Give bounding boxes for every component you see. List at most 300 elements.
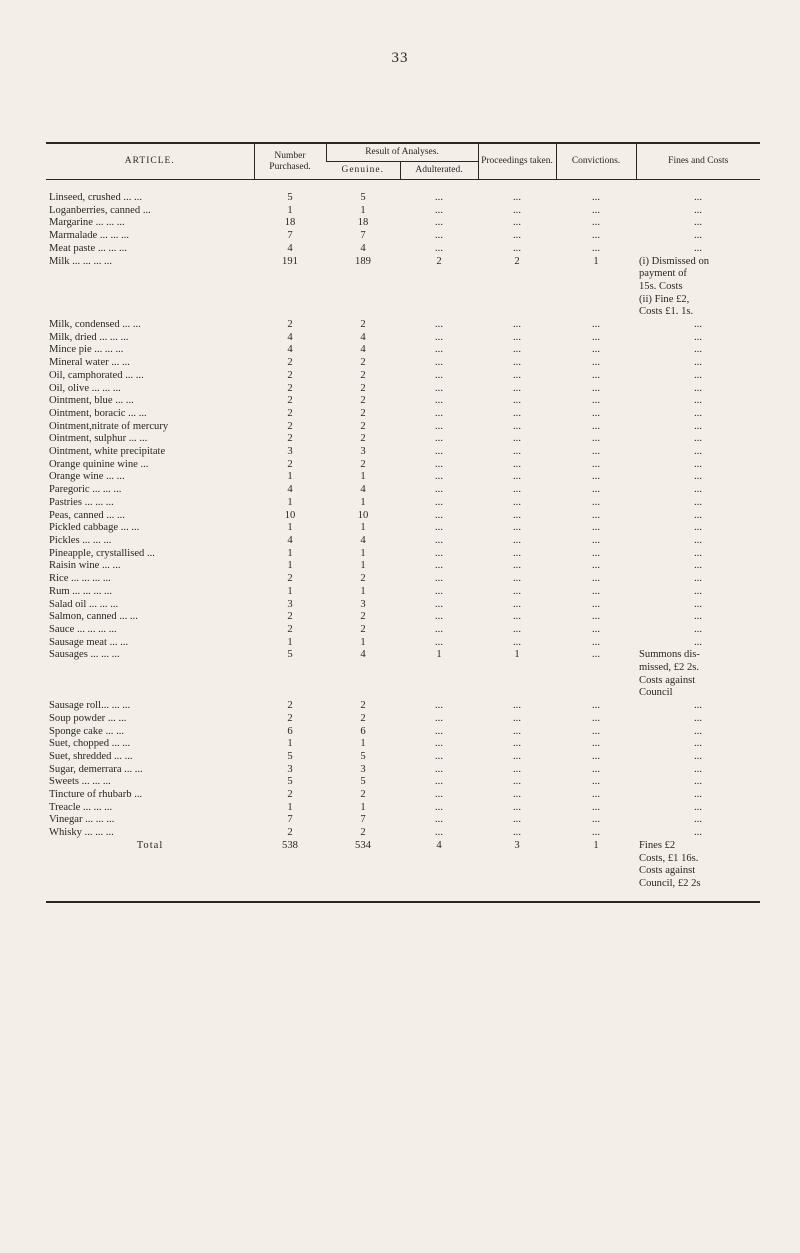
table-row xyxy=(46,560,760,573)
article-cell: Treacle ... ... ... xyxy=(49,801,113,813)
genuine-cell: 1 xyxy=(360,636,366,648)
genuine-cell: 4 xyxy=(360,484,366,496)
fines-line: ... xyxy=(694,598,702,610)
purchased-cell: 1 xyxy=(287,560,293,572)
adulterated-cell: ... xyxy=(435,496,443,508)
fines-line: Costs against xyxy=(639,674,696,686)
genuine-cell: 6 xyxy=(360,725,366,737)
genuine-cell: 1 xyxy=(360,471,366,483)
bottom-rule xyxy=(46,891,760,902)
purchased-cell: 1 xyxy=(287,801,293,813)
purchased-cell: 1 xyxy=(287,547,293,559)
article-cell: Salmon, canned ... ... xyxy=(49,611,138,623)
fines-line: ... xyxy=(694,814,702,826)
genuine-cell: 5 xyxy=(360,750,366,762)
fines-cell xyxy=(636,522,760,535)
fines-cell xyxy=(636,560,760,573)
fines-cell xyxy=(636,840,760,891)
article-cell: Sausage meat ... ... xyxy=(49,636,129,648)
fines-cell xyxy=(636,319,760,332)
fines-line: ... xyxy=(694,458,702,470)
table-row xyxy=(46,446,760,459)
spacer-row xyxy=(46,180,760,193)
purchased-cell: 2 xyxy=(287,789,293,801)
proceedings-cell: ... xyxy=(513,420,521,432)
genuine-cell: 2 xyxy=(360,573,366,585)
proceedings-cell: ... xyxy=(513,547,521,559)
fines-cell xyxy=(636,573,760,586)
adulterated-cell: ... xyxy=(435,598,443,610)
adulterated-cell: ... xyxy=(435,712,443,724)
convictions-cell: ... xyxy=(592,801,600,813)
article-cell: Salad oil ... ... ... xyxy=(49,598,119,610)
genuine-cell: 4 xyxy=(360,344,366,356)
genuine-cell: 2 xyxy=(360,433,366,445)
table-row xyxy=(46,700,760,713)
fines-cell xyxy=(636,586,760,599)
fines-line: ... xyxy=(694,484,702,496)
article-cell: Whisky ... ... ... xyxy=(49,827,114,839)
fines-line: payment of xyxy=(639,268,687,280)
fines-cell xyxy=(636,471,760,484)
adulterated-cell: ... xyxy=(435,738,443,750)
proceedings-cell: ... xyxy=(513,636,521,648)
genuine-cell: 534 xyxy=(355,839,371,851)
fines-line: Costs, £1 16s. xyxy=(639,852,699,864)
fines-cell xyxy=(636,713,760,726)
table-row xyxy=(46,713,760,726)
proceedings-cell: ... xyxy=(513,230,521,242)
table-row xyxy=(46,802,760,815)
convictions-cell: ... xyxy=(592,763,600,775)
purchased-cell: 1 xyxy=(287,585,293,597)
fines-line: ... xyxy=(694,357,702,369)
purchased-cell: 7 xyxy=(287,230,293,242)
proceedings-cell: ... xyxy=(513,534,521,546)
genuine-cell: 2 xyxy=(360,382,366,394)
fines-cell xyxy=(636,243,760,256)
purchased-cell: 18 xyxy=(284,217,296,229)
article-cell: Milk ... ... ... ... xyxy=(49,255,112,267)
fines-cell xyxy=(636,421,760,434)
fines-cell xyxy=(636,357,760,370)
convictions-cell: ... xyxy=(592,700,600,712)
genuine-cell: 1 xyxy=(360,738,366,750)
proceedings-cell: ... xyxy=(513,433,521,445)
table-row xyxy=(46,344,760,357)
convictions-cell: ... xyxy=(592,369,600,381)
table-row xyxy=(46,751,760,764)
adulterated-cell: ... xyxy=(435,230,443,242)
adulterated-cell: ... xyxy=(435,611,443,623)
proceedings-cell: ... xyxy=(513,344,521,356)
fines-line: ... xyxy=(694,623,702,635)
fines-cell xyxy=(636,751,760,764)
fines-cell xyxy=(636,370,760,383)
genuine-cell: 2 xyxy=(360,357,366,369)
fines-line: ... xyxy=(694,509,702,521)
fines-line: Summons dis- xyxy=(639,649,700,661)
convictions-cell: ... xyxy=(592,407,600,419)
article-cell: Soup powder ... ... xyxy=(49,712,127,724)
fines-line: ... xyxy=(694,204,702,216)
genuine-cell: 4 xyxy=(360,331,366,343)
genuine-cell: 2 xyxy=(360,700,366,712)
genuine-cell: 2 xyxy=(360,611,366,623)
table-row xyxy=(46,332,760,345)
purchased-cell: 5 xyxy=(287,649,293,661)
header-article: ARTICLE. xyxy=(46,143,254,180)
fines-cell xyxy=(636,548,760,561)
genuine-cell: 1 xyxy=(360,522,366,534)
fines-cell xyxy=(636,256,760,320)
proceedings-cell: 2 xyxy=(514,255,520,267)
table-row xyxy=(46,421,760,434)
article-cell: Mineral water ... ... xyxy=(49,357,130,369)
purchased-cell: 4 xyxy=(287,484,293,496)
fines-line: ... xyxy=(694,344,702,356)
purchased-cell: 6 xyxy=(287,725,293,737)
convictions-cell: ... xyxy=(592,484,600,496)
genuine-cell: 2 xyxy=(360,395,366,407)
table-row xyxy=(46,205,760,218)
page-number: 33 xyxy=(391,50,409,66)
purchased-cell: 2 xyxy=(287,623,293,635)
table-row xyxy=(46,738,760,751)
genuine-cell: 10 xyxy=(357,509,369,521)
proceedings-cell: ... xyxy=(513,319,521,331)
fines-cell xyxy=(636,332,760,345)
article-cell: Suet, chopped ... ... xyxy=(49,738,131,750)
proceedings-cell: ... xyxy=(513,573,521,585)
fines-line: ... xyxy=(694,573,702,585)
fines-line: missed, £2 2s. xyxy=(639,662,700,674)
fines-line: ... xyxy=(694,382,702,394)
fines-cell xyxy=(636,637,760,650)
table-row xyxy=(46,573,760,586)
adulterated-cell: ... xyxy=(435,573,443,585)
purchased-cell: 1 xyxy=(287,522,293,534)
fines-line: ... xyxy=(694,369,702,381)
genuine-cell: 2 xyxy=(360,827,366,839)
table-row xyxy=(46,408,760,421)
adulterated-cell: ... xyxy=(435,382,443,394)
fines-line: ... xyxy=(694,471,702,483)
genuine-cell: 2 xyxy=(360,319,366,331)
fines-line: ... xyxy=(694,496,702,508)
bottom-rule-row xyxy=(46,891,760,902)
proceedings-cell: ... xyxy=(513,827,521,839)
proceedings-cell: ... xyxy=(513,611,521,623)
fines-cell xyxy=(636,649,760,700)
convictions-cell: ... xyxy=(592,242,600,254)
fines-cell xyxy=(636,764,760,777)
adulterated-cell: ... xyxy=(435,395,443,407)
convictions-cell: ... xyxy=(592,395,600,407)
fines-line: ... xyxy=(694,192,702,203)
adulterated-cell: ... xyxy=(435,319,443,331)
convictions-cell: ... xyxy=(592,433,600,445)
adulterated-cell: ... xyxy=(435,433,443,445)
purchased-cell: 4 xyxy=(287,242,293,254)
article-cell: Sausages ... ... ... xyxy=(49,649,120,661)
adulterated-cell: ... xyxy=(435,623,443,635)
fines-line: ... xyxy=(694,611,702,623)
fines-cell xyxy=(636,776,760,789)
article-cell: Vinegar ... ... ... xyxy=(49,814,115,826)
article-cell: Ointment, blue ... ... xyxy=(49,395,134,407)
proceedings-cell: ... xyxy=(513,458,521,470)
purchased-cell: 538 xyxy=(282,839,298,851)
table-row xyxy=(46,370,760,383)
genuine-cell: 1 xyxy=(360,204,366,216)
article-cell: Rum ... ... ... ... xyxy=(49,585,112,597)
table-row xyxy=(46,827,760,840)
article-cell: Ointment, white precipitate xyxy=(49,446,166,458)
fines-line: ... xyxy=(694,712,702,724)
table-row xyxy=(46,611,760,624)
genuine-cell: 2 xyxy=(360,420,366,432)
purchased-cell: 2 xyxy=(287,395,293,407)
table-row xyxy=(46,510,760,523)
genuine-cell: 2 xyxy=(360,789,366,801)
adulterated-cell: ... xyxy=(435,763,443,775)
genuine-cell: 7 xyxy=(360,230,366,242)
spacer-cell xyxy=(46,180,760,193)
adulterated-cell: ... xyxy=(435,407,443,419)
purchased-cell: 191 xyxy=(282,255,298,267)
header-genuine: Genuine. xyxy=(326,162,400,180)
adulterated-cell: ... xyxy=(435,827,443,839)
genuine-cell: 5 xyxy=(360,192,366,203)
adulterated-cell: 1 xyxy=(436,649,442,661)
genuine-cell: 3 xyxy=(360,598,366,610)
fines-line: (i) Dismissed on xyxy=(639,255,710,267)
purchased-cell: 5 xyxy=(287,776,293,788)
fines-line: ... xyxy=(694,700,702,712)
convictions-cell: ... xyxy=(592,458,600,470)
convictions-cell: ... xyxy=(592,725,600,737)
genuine-cell: 3 xyxy=(360,446,366,458)
header-proceedings: Proceedings taken. xyxy=(478,143,556,180)
fines-line: ... xyxy=(694,750,702,762)
convictions-cell: ... xyxy=(592,534,600,546)
table-row xyxy=(46,776,760,789)
fines-cell xyxy=(636,205,760,218)
fines-cell xyxy=(636,510,760,523)
article-cell: Pineapple, crystallised ... xyxy=(49,547,155,559)
convictions-cell: ... xyxy=(592,446,600,458)
proceedings-cell: ... xyxy=(513,471,521,483)
purchased-cell: 2 xyxy=(287,573,293,585)
genuine-cell: 1 xyxy=(360,801,366,813)
convictions-cell: ... xyxy=(592,827,600,839)
convictions-cell: ... xyxy=(592,357,600,369)
purchased-cell: 2 xyxy=(287,611,293,623)
adulterated-cell: ... xyxy=(435,217,443,229)
fines-line: ... xyxy=(694,230,702,242)
article-cell: Pastries ... ... ... xyxy=(49,496,114,508)
fines-cell xyxy=(636,484,760,497)
table-row xyxy=(46,649,760,700)
genuine-cell: 1 xyxy=(360,496,366,508)
table-row xyxy=(46,522,760,535)
adulterated-cell: ... xyxy=(435,509,443,521)
purchased-cell: 2 xyxy=(287,433,293,445)
table-row xyxy=(46,764,760,777)
article-cell: Pickled cabbage ... ... xyxy=(49,522,140,534)
fines-cell xyxy=(636,814,760,827)
table-row xyxy=(46,637,760,650)
convictions-cell: ... xyxy=(592,776,600,788)
fines-cell xyxy=(636,726,760,739)
article-cell: Oil, olive ... ... ... xyxy=(49,382,121,394)
purchased-cell: 4 xyxy=(287,344,293,356)
article-cell: Ointment, sulphur ... ... xyxy=(49,433,148,445)
article-cell: Orange wine ... ... xyxy=(49,471,125,483)
adulterated-cell: ... xyxy=(435,801,443,813)
adulterated-cell: ... xyxy=(435,725,443,737)
article-cell: Ointment, boracic ... ... xyxy=(49,407,147,419)
fines-line: Council xyxy=(639,687,673,699)
fines-cell xyxy=(636,459,760,472)
purchased-cell: 4 xyxy=(287,331,293,343)
fines-line: ... xyxy=(694,407,702,419)
article-cell: Milk, condensed ... ... xyxy=(49,319,141,331)
genuine-cell: 2 xyxy=(360,369,366,381)
fines-cell xyxy=(636,217,760,230)
proceedings-cell: ... xyxy=(513,369,521,381)
fines-line: ... xyxy=(694,738,702,750)
proceedings-cell: ... xyxy=(513,763,521,775)
article-cell: Total xyxy=(136,839,164,851)
fines-line: 15s. Costs xyxy=(639,280,683,292)
header-number-purchased: Number Purchased. xyxy=(254,143,326,180)
genuine-cell: 2 xyxy=(360,623,366,635)
convictions-cell: ... xyxy=(592,623,600,635)
article-cell: Sweets ... ... ... xyxy=(49,776,111,788)
adulterated-cell: ... xyxy=(435,369,443,381)
table-row xyxy=(46,484,760,497)
purchased-cell: 2 xyxy=(287,357,293,369)
genuine-cell: 7 xyxy=(360,814,366,826)
convictions-cell: ... xyxy=(592,230,600,242)
proceedings-cell: ... xyxy=(513,712,521,724)
fines-cell xyxy=(636,611,760,624)
analyses-table xyxy=(46,142,760,903)
proceedings-cell: ... xyxy=(513,192,521,203)
fines-line: ... xyxy=(694,522,702,534)
proceedings-cell: ... xyxy=(513,357,521,369)
table-row xyxy=(46,357,760,370)
table-row xyxy=(46,243,760,256)
purchased-cell: 4 xyxy=(287,534,293,546)
genuine-cell: 18 xyxy=(357,217,369,229)
article-cell: Loganberries, canned ... xyxy=(49,204,151,216)
article-cell: Rice ... ... ... ... xyxy=(49,573,111,585)
convictions-cell: ... xyxy=(592,789,600,801)
convictions-cell: ... xyxy=(592,471,600,483)
fines-line: (ii) Fine £2, xyxy=(639,293,690,305)
table-row xyxy=(46,789,760,802)
adulterated-cell: ... xyxy=(435,357,443,369)
article-cell: Linseed, crushed ... ... xyxy=(49,192,142,203)
purchased-cell: 1 xyxy=(287,496,293,508)
table-row xyxy=(46,433,760,446)
fines-line: ... xyxy=(694,420,702,432)
adulterated-cell: ... xyxy=(435,420,443,432)
fines-line: Costs against xyxy=(639,865,696,877)
fines-line: Fines £2 xyxy=(639,839,676,851)
fines-cell xyxy=(636,446,760,459)
table-row xyxy=(46,192,760,205)
fines-line: ... xyxy=(694,433,702,445)
table-row xyxy=(46,624,760,637)
proceedings-cell: ... xyxy=(513,331,521,343)
purchased-cell: 2 xyxy=(287,319,293,331)
fines-line: ... xyxy=(694,331,702,343)
convictions-cell: 1 xyxy=(593,839,599,851)
purchased-cell: 1 xyxy=(287,204,293,216)
article-cell: Sponge cake ... ... xyxy=(49,725,125,737)
fines-cell xyxy=(636,433,760,446)
convictions-cell: ... xyxy=(592,611,600,623)
proceedings-cell: ... xyxy=(513,776,521,788)
article-cell: Margarine ... ... ... xyxy=(49,217,125,229)
purchased-cell: 7 xyxy=(287,814,293,826)
table-row xyxy=(46,586,760,599)
header-result-of-analyses: Result of Analyses. xyxy=(326,143,478,162)
convictions-cell: ... xyxy=(592,547,600,559)
convictions-cell: ... xyxy=(592,573,600,585)
proceedings-cell: ... xyxy=(513,509,521,521)
proceedings-cell: ... xyxy=(513,738,521,750)
convictions-cell: ... xyxy=(592,522,600,534)
adulterated-cell: ... xyxy=(435,458,443,470)
article-cell: Tincture of rhubarb ... xyxy=(49,789,143,801)
proceedings-cell: ... xyxy=(513,789,521,801)
fines-line: ... xyxy=(694,636,702,648)
header-adulterated: Adulterated. xyxy=(400,162,478,180)
proceedings-cell: ... xyxy=(513,204,521,216)
article-cell: Suet, shredded ... ... xyxy=(49,750,133,762)
article-cell: Oil, camphorated ... ... xyxy=(49,369,144,381)
purchased-cell: 2 xyxy=(287,458,293,470)
fines-cell xyxy=(636,700,760,713)
table-row xyxy=(46,217,760,230)
convictions-cell: ... xyxy=(592,509,600,521)
purchased-cell: 5 xyxy=(287,750,293,762)
table-row xyxy=(46,726,760,739)
purchased-cell: 1 xyxy=(287,471,293,483)
article-cell: Ointment,nitrate of mercury xyxy=(49,420,169,432)
adulterated-cell: ... xyxy=(435,560,443,572)
proceedings-cell: ... xyxy=(513,700,521,712)
table-row xyxy=(46,230,760,243)
convictions-cell: ... xyxy=(592,649,600,661)
convictions-cell: ... xyxy=(592,712,600,724)
adulterated-cell: 4 xyxy=(436,839,442,851)
genuine-cell: 2 xyxy=(360,712,366,724)
article-cell: Peas, canned ... ... xyxy=(49,509,125,521)
proceedings-cell: ... xyxy=(513,242,521,254)
convictions-cell: ... xyxy=(592,382,600,394)
adulterated-cell: ... xyxy=(435,242,443,254)
fines-line: ... xyxy=(694,446,702,458)
table-header xyxy=(46,143,760,180)
adulterated-cell: ... xyxy=(435,192,443,203)
article-cell: Orange quinine wine ... xyxy=(49,458,149,470)
